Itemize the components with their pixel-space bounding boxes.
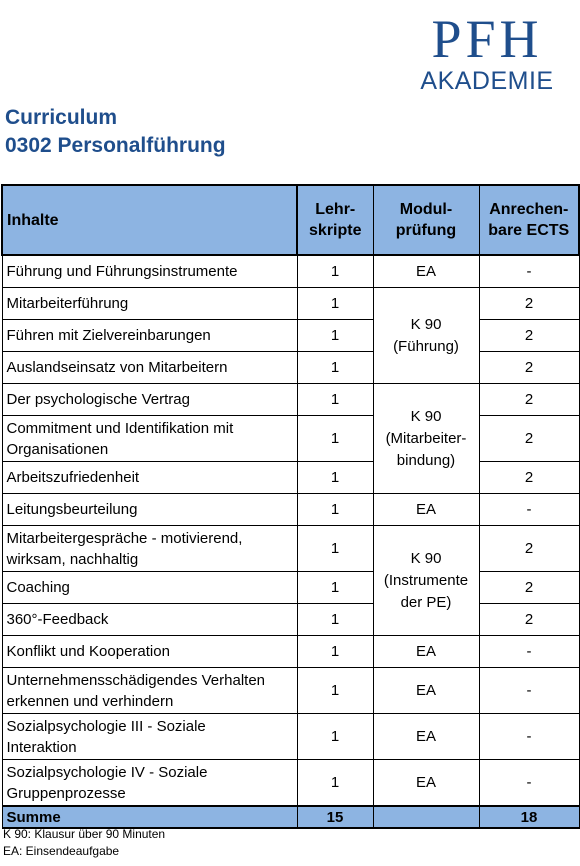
sum-label: Summe [2,806,297,828]
row-scripts: 1 [297,384,373,416]
row-scripts: 1 [297,760,373,807]
row-ects: 2 [479,572,579,604]
row-scripts: 1 [297,668,373,714]
row-exam: EA [373,714,479,760]
table-row [2,384,579,416]
table-row [2,604,579,636]
exam-k90-pe: K 90 (Instrumente der PE) [373,526,479,636]
row-topic: Commitment und Identifikation mit Organisationen [2,416,297,462]
table-row [2,572,579,604]
table-row [2,494,579,526]
row-topic: Coaching [2,572,297,604]
table-row [2,416,579,462]
row-ects: - [479,668,579,714]
row-topic: Sozialpsychologie IV - Soziale Gruppenprozesse [2,760,297,807]
row-scripts: 1 [297,462,373,494]
row-ects: - [479,494,579,526]
row-ects: 2 [479,604,579,636]
table-row [2,636,579,668]
row-exam: EA [373,636,479,668]
row-ects: - [479,255,579,288]
table-row [2,352,579,384]
title-line-2: 0302 Personalführung [5,134,226,157]
row-scripts: 1 [297,604,373,636]
row-topic: 360°-Feedback [2,604,297,636]
row-topic: Arbeitszufriedenheit [2,462,297,494]
row-ects: 2 [479,462,579,494]
row-topic: Auslandseinsatz von Mitarbeitern [2,352,297,384]
table-row [2,288,579,320]
row-topic: Mitarbeiterführung [2,288,297,320]
table-row [2,714,579,760]
title-line-1: Curriculum [5,106,118,129]
table-header-row [2,185,579,255]
logo-wordmark: PFH [431,9,543,69]
row-scripts: 1 [297,526,373,572]
row-topic: Leitungsbeurteilung [2,494,297,526]
row-exam: EA [373,494,479,526]
sum-row [2,806,579,828]
row-topic: Führen mit Zielvereinbarungen [2,320,297,352]
row-topic: Konflikt und Kooperation [2,636,297,668]
footnotes [3,826,165,860]
row-exam: EA [373,255,479,288]
header-exam: Modul- prüfung [373,185,479,255]
row-topic: Der psychologische Vertrag [2,384,297,416]
row-scripts: 1 [297,288,373,320]
row-ects: 2 [479,320,579,352]
row-topic: Sozialpsychologie III - Soziale Interaktion [2,714,297,760]
row-topic: Mitarbeitergespräche - motivierend, wirksam, nachhaltig [2,526,297,572]
row-scripts: 1 [297,320,373,352]
table-row [2,255,579,288]
row-exam: EA [373,760,479,807]
page-title [5,104,226,160]
exam-k90-fuehrung: K 90 (Führung) [373,288,479,384]
row-ects: 2 [479,352,579,384]
curriculum-table [1,184,580,829]
pfh-logo [412,9,562,95]
row-ects: - [479,714,579,760]
header-content: Inhalte [2,185,297,255]
sum-scripts: 15 [297,806,373,828]
row-scripts: 1 [297,572,373,604]
logo-subtitle: AKADEMIE [420,67,554,95]
row-scripts: 1 [297,352,373,384]
row-scripts: 1 [297,636,373,668]
row-ects: 2 [479,526,579,572]
table-row [2,760,579,807]
sum-exam [373,806,479,828]
sum-ects: 18 [479,806,579,828]
row-scripts: 1 [297,416,373,462]
row-topic: Unternehmensschädigendes Verhalten erkennen und verhindern [2,668,297,714]
row-scripts: 1 [297,494,373,526]
row-scripts: 1 [297,255,373,288]
row-topic: Führung und Führungsinstrumente [2,255,297,288]
footnote-ea: EA: Einsendeaufgabe [3,844,120,858]
row-ects: 2 [479,416,579,462]
header-scripts: Lehr- skripte [297,185,373,255]
row-exam: EA [373,668,479,714]
row-scripts: 1 [297,714,373,760]
row-ects: - [479,760,579,807]
row-ects: 2 [479,384,579,416]
exam-k90-bindung: K 90 (Mitarbeiter- bindung) [373,384,479,494]
table-row [2,462,579,494]
table-row [2,668,579,714]
table-row [2,320,579,352]
footnote-k90: K 90: Klausur über 90 Minuten [3,827,166,841]
table-row [2,526,579,572]
row-ects: 2 [479,288,579,320]
header-ects: Anrechen- bare ECTS [479,185,579,255]
row-ects: - [479,636,579,668]
